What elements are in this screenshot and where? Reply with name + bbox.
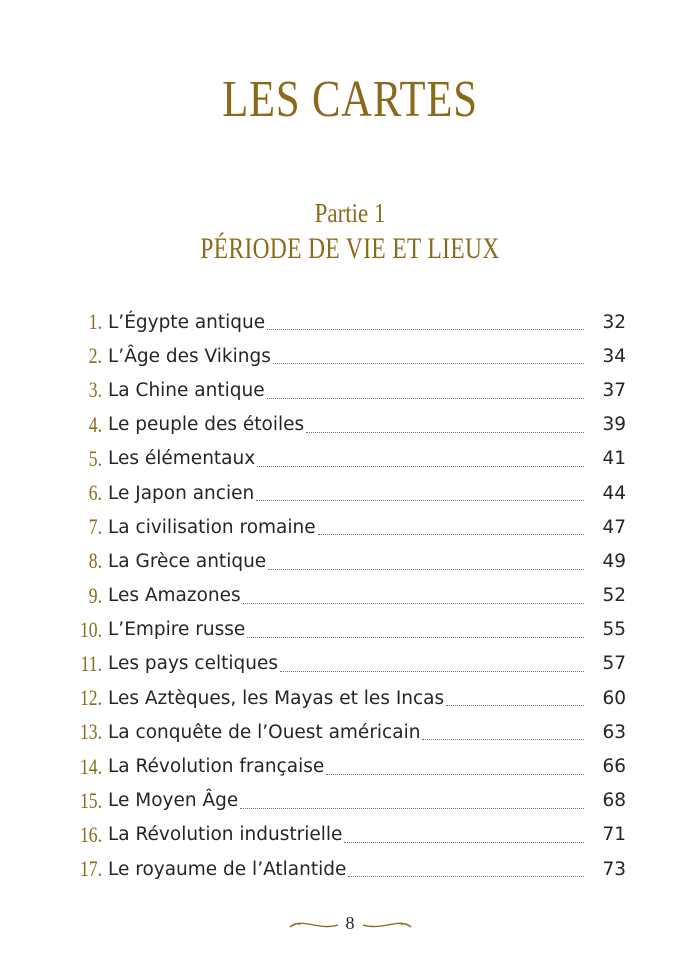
page-number: 8 (345, 912, 355, 933)
entry-label: L’Égypte antique (108, 311, 266, 333)
part-label: Partie 1 (314, 198, 386, 228)
dot-leader (344, 841, 584, 843)
entry-label: Les pays celtiques (108, 653, 279, 675)
entry-label: La Chine antique (108, 379, 265, 401)
entry-label: Le royaume de l’Atlantide (108, 858, 347, 880)
entry-number: 6. (88, 480, 102, 506)
dot-leader (257, 465, 584, 467)
entry-number: 15. (80, 787, 102, 813)
entry-page: 52 (602, 585, 626, 607)
dot-leader (446, 704, 584, 706)
entry-label: Les Aztèques, les Mayas et les Incas (108, 687, 445, 709)
entry-page: 49 (602, 550, 626, 572)
entry-number: 3. (88, 377, 102, 403)
entry-number: 12. (80, 685, 102, 711)
dot-leader (267, 328, 584, 330)
entry-label: Les élémentaux (108, 448, 256, 470)
entry-page: 41 (602, 448, 626, 470)
dot-leader (240, 807, 584, 809)
dot-leader (273, 362, 584, 364)
dot-leader (280, 670, 584, 672)
entry-number: 7. (88, 514, 102, 540)
entry-number: 5. (88, 445, 102, 471)
entry-number: 4. (88, 411, 102, 437)
left-flourish-icon (288, 913, 340, 933)
entry-label: L’Empire russe (108, 619, 246, 641)
entry-label: La conquête de l’Ouest américain (108, 721, 421, 743)
entry-page: 60 (602, 687, 626, 709)
entry-label: La Révolution française (108, 756, 325, 778)
entry-page: 55 (602, 619, 626, 641)
entry-page: 32 (602, 311, 626, 333)
toc-entry[interactable] (70, 442, 626, 476)
dot-leader (306, 431, 584, 433)
entry-number: 10. (80, 616, 102, 642)
entry-page: 71 (602, 824, 626, 846)
section-header (0, 196, 700, 268)
entry-page: 66 (602, 756, 626, 778)
toc-entry[interactable] (70, 408, 626, 442)
entry-page: 73 (602, 858, 626, 880)
dot-leader (267, 397, 584, 399)
toc-entry[interactable] (70, 339, 626, 373)
table-of-contents (70, 305, 626, 886)
entry-page: 34 (602, 345, 626, 367)
entry-label: La Grèce antique (108, 550, 267, 572)
entry-label: Les Amazones (108, 585, 241, 607)
entry-label: La civilisation romaine (108, 516, 316, 538)
dot-leader (422, 738, 584, 740)
toc-entry[interactable] (70, 852, 626, 886)
toc-entry[interactable] (70, 818, 626, 852)
toc-entry[interactable] (70, 647, 626, 681)
entry-number: 13. (80, 719, 102, 745)
entry-number: 17. (80, 856, 102, 882)
toc-entry[interactable] (70, 784, 626, 818)
dot-leader (243, 602, 584, 604)
entry-number: 16. (80, 821, 102, 847)
entry-number: 14. (80, 753, 102, 779)
toc-entry[interactable] (70, 544, 626, 578)
entry-number: 1. (88, 309, 102, 335)
page-title: LES CARTES (222, 71, 478, 128)
dot-leader (247, 636, 584, 638)
entry-page: 39 (602, 414, 626, 436)
entry-page: 63 (602, 721, 626, 743)
toc-entry[interactable] (70, 715, 626, 749)
dot-leader (268, 568, 584, 570)
entry-page: 37 (602, 379, 626, 401)
toc-entry[interactable] (70, 579, 626, 613)
toc-entry[interactable] (70, 510, 626, 544)
toc-entry[interactable] (70, 305, 626, 339)
entry-page: 47 (602, 516, 626, 538)
entry-label: Le Moyen Âge (108, 790, 239, 812)
entry-number: 2. (88, 343, 102, 369)
entry-label: L’Âge des Vikings (108, 345, 271, 367)
right-flourish-icon (361, 913, 413, 933)
page-footer (0, 908, 700, 938)
entry-label: Le peuple des étoiles (108, 414, 305, 436)
entry-number: 9. (88, 582, 102, 608)
toc-entry[interactable] (70, 613, 626, 647)
entry-page: 44 (602, 482, 626, 504)
section-subtitle: PÉRIODE DE VIE ET LIEUX (200, 232, 500, 265)
toc-entry[interactable] (70, 749, 626, 783)
entry-label: Le Japon ancien (108, 482, 255, 504)
toc-entry[interactable] (70, 476, 626, 510)
entry-page: 57 (602, 653, 626, 675)
toc-entry[interactable] (70, 681, 626, 715)
dot-leader (256, 499, 584, 501)
toc-entry[interactable] (70, 373, 626, 407)
entry-label: La Révolution industrielle (108, 824, 343, 846)
dot-leader (326, 773, 584, 775)
dot-leader (318, 533, 584, 535)
entry-page: 68 (602, 790, 626, 812)
dot-leader (348, 875, 584, 877)
entry-number: 11. (80, 650, 102, 676)
entry-number: 8. (88, 548, 102, 574)
